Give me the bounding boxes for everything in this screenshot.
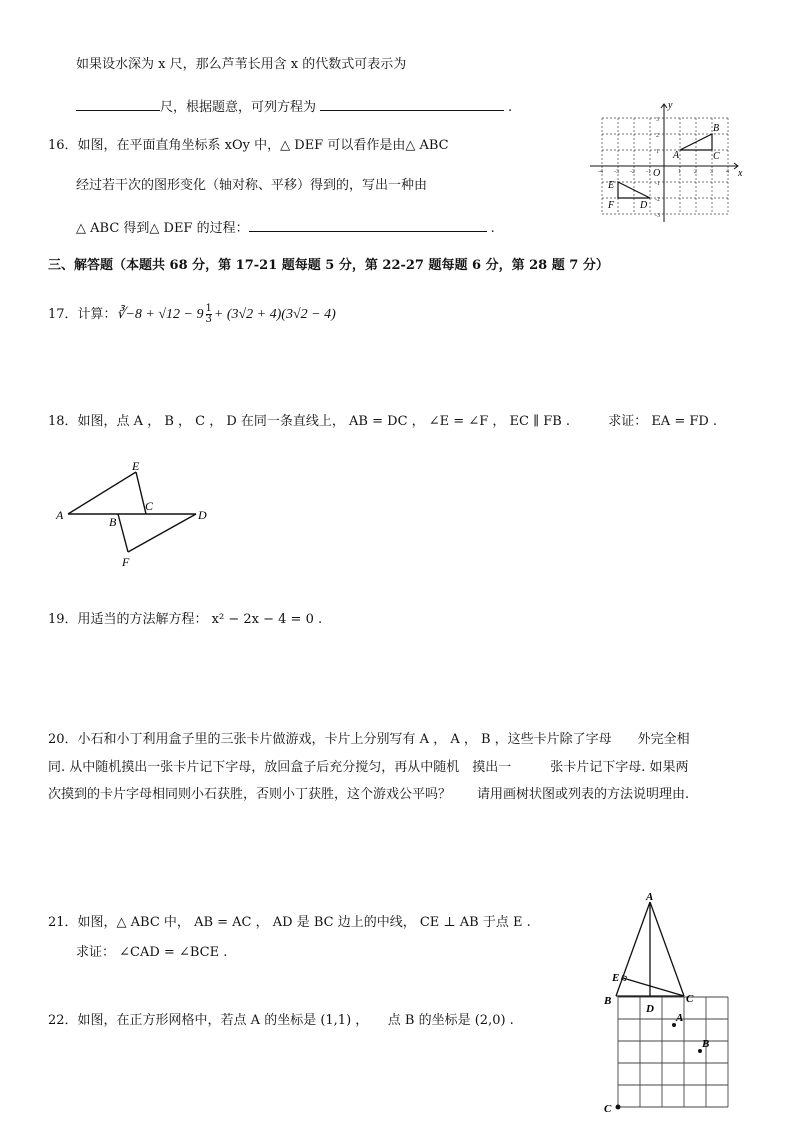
q17-prefix: 17．计算：	[48, 307, 117, 322]
q16-line3	[76, 217, 495, 238]
point-f-label: F	[608, 200, 615, 211]
altitude-ce	[623, 978, 684, 996]
triangle-abc	[616, 902, 684, 996]
x-tick: -2	[630, 169, 635, 175]
label-c: C	[145, 499, 154, 513]
q17-fraction	[206, 304, 212, 325]
label-f: F	[122, 555, 130, 569]
answer-blank[interactable]	[320, 96, 504, 111]
fraction-denominator: 3	[205, 314, 212, 325]
q18-text: 18．如图，点 A ， B ， C ， D 在同一条直线上， AB = DC ， ∠E = ∠F ， EC ∥ FB .	[48, 414, 571, 429]
x-tick: 2	[694, 169, 697, 175]
grid-label-a: A	[676, 1012, 684, 1024]
grid-label-c: C	[604, 1103, 612, 1115]
origin-label: O	[653, 168, 661, 179]
square-grid	[618, 997, 728, 1107]
y-tick: -1	[655, 181, 660, 187]
q18-figure	[52, 456, 222, 572]
label-e: E	[612, 972, 620, 984]
q15-line1: 如果设水深为 x 尺，那么芦苇长用含 x 的代数式可表示为	[76, 57, 407, 72]
label-b: B	[109, 515, 117, 529]
q21-line2: 求证： ∠CAD = ∠BCE .	[76, 945, 228, 960]
q17-part2: + (3√2 + 4)(3√2 − 4)	[213, 307, 336, 322]
y-tick: -2	[655, 197, 660, 203]
q21-q22-figure	[598, 890, 738, 1118]
q16-line1: 16．如图，在平面直角坐标系 xOy 中，△ DEF 可以看作是由△ ABC	[48, 138, 449, 153]
x-tick: 1	[678, 169, 681, 175]
q21-line1: 21．如图，△ ABC 中， AB = AC ， AD 是 BC 边上的中线， CE ⊥ AB 于点 E .	[48, 915, 531, 930]
x-tick: -4	[598, 169, 603, 175]
segment-fd	[128, 514, 196, 552]
q18-statement	[48, 413, 717, 431]
label-a: A	[646, 891, 654, 903]
q16-coordinate-graph	[586, 100, 746, 225]
point-c	[616, 1105, 621, 1110]
q17-line	[48, 303, 336, 327]
x-axis-label: x	[738, 168, 743, 179]
y-tick: 1	[656, 149, 659, 155]
segment-bf	[118, 514, 128, 552]
y-axis-label: y	[668, 100, 673, 111]
x-tick: -1	[646, 169, 651, 175]
q15-line2	[76, 96, 512, 117]
q20-line2: 同. 从中随机摸出一张卡片记下字母，放回盒子后充分搅匀，再从中随机 摸出一 张卡片记下字母. 如果两	[48, 760, 689, 775]
q15-unit: 尺，根据题意，可列方程为	[160, 100, 317, 115]
point-a-label: A	[673, 150, 680, 161]
y-tick: -3	[655, 213, 660, 219]
label-d: D	[198, 508, 207, 522]
x-tick: 3	[710, 169, 713, 175]
point-e-label: E	[608, 180, 615, 191]
q15-period: .	[508, 100, 513, 115]
point-c-label: C	[713, 151, 720, 162]
q16-period: .	[490, 221, 495, 236]
q16-line2: 经过若干次的图形变化（轴对称、平移）得到的，写出一种由	[76, 178, 428, 193]
label-b: B	[604, 995, 612, 1007]
q22-line1: 22．如图，在正方形网格中，若点 A 的坐标是 (1,1) ， 点 B 的坐标是 (2,0) .	[48, 1013, 514, 1028]
point-b-label: B	[713, 123, 720, 134]
label-e: E	[132, 459, 140, 473]
segment-ae	[68, 472, 136, 514]
q20-line1: 20．小石和小丁利用盒子里的三张卡片做游戏，卡片上分别写有 A ， A ， B ，这些卡片除了字母 外完全相	[48, 732, 690, 747]
x-tick: 4	[726, 169, 729, 175]
grid-label-b: B	[702, 1038, 710, 1050]
q16-line3-text: △ ABC 得到△ DEF 的过程：	[76, 221, 249, 236]
label-a: A	[56, 508, 64, 522]
q19-text: 19．用适当的方法解方程： x² − 2x − 4 = 0 .	[48, 612, 323, 627]
y-tick: 2	[656, 133, 659, 139]
label-c: C	[686, 993, 694, 1005]
q18-prove: 求证： EA = FD .	[608, 414, 718, 429]
q20-line3: 次摸到的卡片字母相同则小石获胜，否则小丁获胜，这个游戏公平吗？ 请用画树状图或列表的方法说明理由.	[48, 787, 690, 802]
label-d: D	[646, 1003, 654, 1015]
fraction-numerator: 1	[205, 303, 212, 314]
answer-blank[interactable]	[76, 96, 160, 111]
section-heading: 三、解答题（本题共 68 分，第 17-21 题每题 5 分，第 22-27 题每题 6 分，第 28 题 7 分）	[48, 258, 609, 273]
q17-part1: ∛−8 + √12 − 9	[116, 307, 204, 322]
answer-blank[interactable]	[249, 217, 487, 232]
x-tick: -3	[614, 169, 619, 175]
y-tick: 3	[656, 117, 659, 123]
point-d-label: D	[640, 200, 648, 211]
